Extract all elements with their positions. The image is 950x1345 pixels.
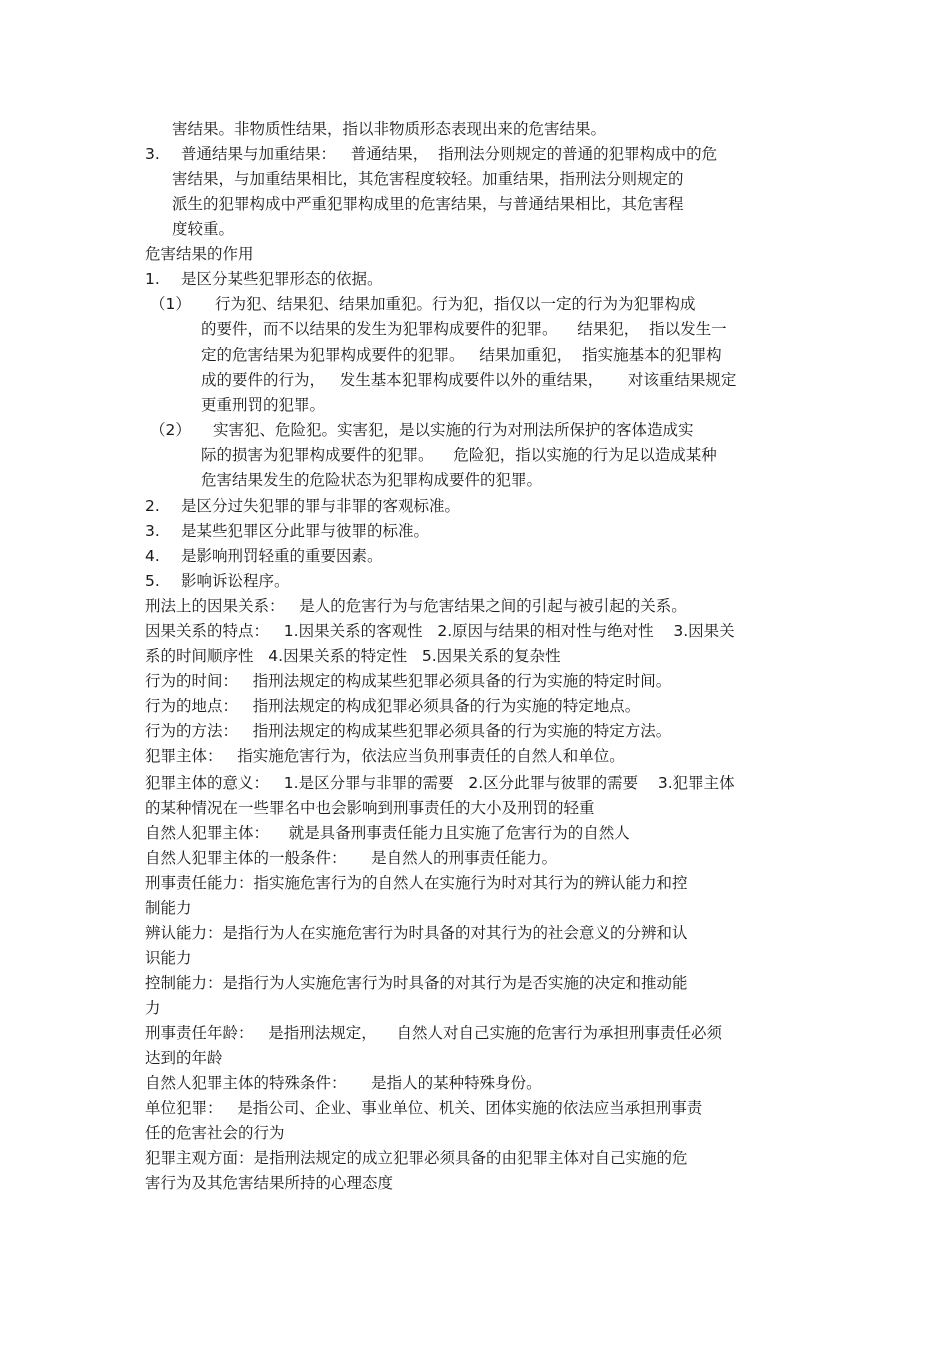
definition-line: 制能力: [145, 899, 192, 917]
definition-line: 刑事责任年龄： 是指刑法规定， 自然人对自己实施的危害行为承担刑事责任必须: [145, 1024, 722, 1042]
definition-line: 系的时间顺序性 4.因果关系的特定性 5.因果关系的复杂性: [145, 647, 561, 665]
text-line: 是影响刑罚轻重的重要因素。: [181, 547, 383, 565]
list-number: 3.: [145, 522, 160, 540]
definition-line: 任的危害社会的行为: [145, 1124, 285, 1142]
definition-line: 犯罪主体： 指实施危害行为，依法应当负刑事责任的自然人和单位。: [145, 747, 625, 765]
sub-list-number: （1）: [150, 295, 191, 313]
list-number: 5.: [145, 572, 160, 590]
text-line: 害结果。非物质性结果，指以非物质形态表现出来的危害结果。: [172, 120, 607, 138]
text-line: 度较重。: [172, 220, 235, 238]
text-line: 更重刑罚的犯罪。: [201, 396, 326, 414]
text-line: 是区分某些犯罪形态的依据。: [181, 270, 383, 288]
definition-line: 因果关系的特点： 1.因果关系的客观性 2.原因与结果的相对性与绝对性 3.因果关: [145, 622, 735, 640]
text-line: 影响诉讼程序。: [181, 572, 290, 590]
definition-line: 行为的方法： 指刑法规定的构成某些犯罪必须具备的行为实施的特定方法。: [145, 722, 672, 740]
definition-line: 识能力: [145, 949, 192, 967]
text-line: 际的损害为犯罪构成要件的犯罪。 危险犯，指以实施的行为足以造成某种: [201, 446, 717, 464]
definition-line: 犯罪主体的意义： 1.是区分罪与非罪的需要 2.区分此罪与彼罪的需要 3.犯罪主体: [145, 774, 735, 792]
definition-line: 行为的时间： 指刑法规定的构成某些犯罪必须具备的行为实施的特定时间。: [145, 672, 672, 690]
definition-line: 力: [145, 999, 161, 1017]
definition-line: 自然人犯罪主体的特殊条件： 是指人的某种特殊身份。: [145, 1074, 542, 1092]
list-number: 4.: [145, 547, 160, 565]
list-number: 1.: [145, 270, 160, 288]
definition-line: 自然人犯罪主体： 就是具备刑事责任能力且实施了危害行为的自然人: [145, 824, 630, 842]
text-line: 害结果，与加重结果相比，其危害程度较轻。加重结果，指刑法分则规定的: [172, 170, 684, 188]
definition-line: 害行为及其危害结果所持的心理态度: [145, 1174, 394, 1192]
definition-line: 达到的年龄: [145, 1049, 223, 1067]
text-line: 成的要件的行为， 发生基本犯罪构成要件以外的重结果， 对该重结果规定: [201, 371, 737, 389]
text-line: 普通结果与加重结果： 普通结果， 指刑法分则规定的普通的犯罪构成中的危: [181, 145, 718, 163]
definition-line: 控制能力：是指行为人实施危害行为时具备的对其行为是否实施的决定和推动能: [145, 974, 688, 992]
definition-line: 的某种情况在一些罪名中也会影响到刑事责任的大小及刑罚的轻重: [145, 799, 595, 817]
text-line: 的要件，而不以结果的发生为犯罪构成要件的犯罪。 结果犯， 指以发生一: [201, 320, 727, 338]
text-line: 行为犯、结果犯、结果加重犯。行为犯，指仅以一定的行为为犯罪构成: [215, 295, 696, 313]
sub-list-number: （2）: [150, 421, 191, 439]
text-line: 派生的犯罪构成中严重犯罪构成里的危害结果，与普通结果相比，其危害程: [172, 195, 684, 213]
text-line: 实害犯、危险犯。实害犯，是以实施的行为对刑法所保护的客体造成实: [213, 421, 694, 439]
definition-line: 刑法上的因果关系： 是人的危害行为与危害结果之间的引起与被引起的关系。: [145, 597, 687, 615]
text-line: 是区分过失犯罪的罪与非罪的客观标准。: [181, 497, 461, 515]
definition-line: 刑事责任能力：指实施危害行为的自然人在实施行为时对其行为的辨认能力和控: [145, 874, 688, 892]
definition-line: 犯罪主观方面：是指刑法规定的成立犯罪必须具备的由犯罪主体对自己实施的危: [145, 1149, 688, 1167]
text-line: 是某些犯罪区分此罪与彼罪的标准。: [181, 522, 430, 540]
text-line: 危害结果发生的危险状态为犯罪构成要件的犯罪。: [201, 471, 543, 489]
list-number: 2.: [145, 497, 160, 515]
section-heading: 危害结果的作用: [145, 245, 254, 263]
definition-line: 行为的地点： 指刑法规定的构成犯罪必须具备的行为实施的特定地点。: [145, 697, 641, 715]
text-line: 定的危害结果为犯罪构成要件的犯罪。 结果加重犯， 指实施基本的犯罪构: [201, 346, 722, 364]
definition-line: 自然人犯罪主体的一般条件： 是自然人的刑事责任能力。: [145, 849, 558, 867]
definition-line: 辨认能力：是指行为人在实施危害行为时具备的对其行为的社会意义的分辨和认: [145, 924, 688, 942]
definition-line: 单位犯罪： 是指公司、企业、事业单位、机关、团体实施的依法应当承担刑事责: [145, 1099, 703, 1117]
list-number: 3.: [145, 145, 160, 163]
